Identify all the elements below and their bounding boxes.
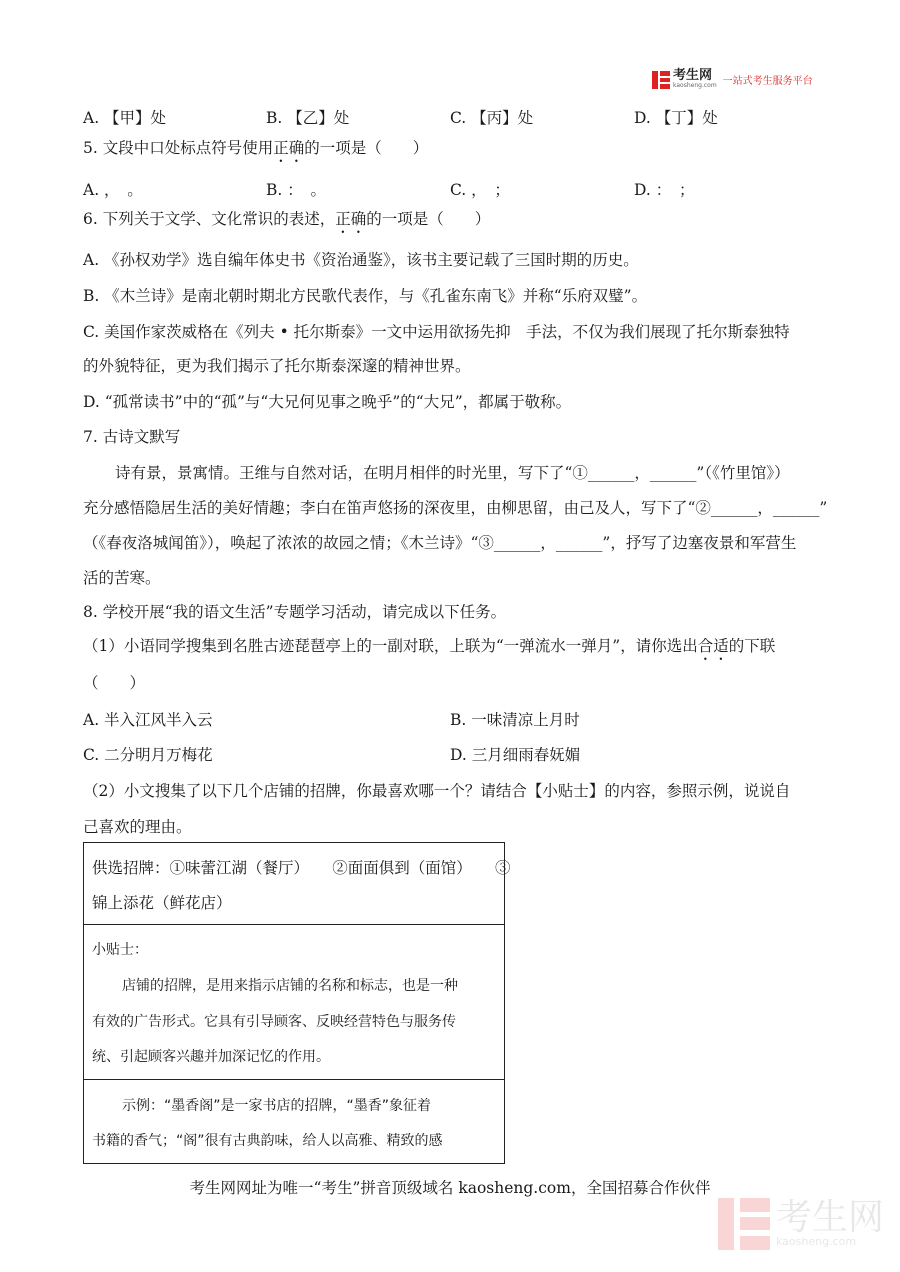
q6-option-d: D. “孤常读书”中的“孤”与“大兄何见事之晚乎”的“大兄”，都属于敬称。	[83, 393, 572, 411]
q5-stem: 5. 文段中口处标点符号使用正确的一项是（ ）	[83, 139, 429, 157]
q5-option-c: C. ， ；	[450, 181, 510, 199]
q8-part1-stem: （1）小语同学搜集到名胜古迹琵琶亭上的一副对联，上联为“一弹流水一弹月”，请你选出合适的下联	[83, 637, 776, 655]
q8-option-a: A. 半入江风半入云	[83, 711, 213, 729]
tips-line1: 店铺的招牌，是用来指示店铺的名称和标志，也是一种	[122, 978, 458, 994]
tips-line3: 统、引起顾客兴趣并加深记忆的作用。	[92, 1049, 330, 1065]
q8-option-c: C. 二分明月万梅花	[83, 746, 213, 764]
q8-option-d: D. 三月细雨春妩媚	[450, 746, 581, 764]
example-cell	[84, 1080, 504, 1164]
signs-line1: 供选招牌：①味蕾江湖（餐厅） ②面面俱到（面馆） ③	[92, 859, 511, 877]
q8-option-b: B. 一味清凉上月时	[450, 711, 580, 729]
tips-line2: 有效的广告形式。它具有引导顾客、反映经营特色与服务传	[92, 1014, 456, 1030]
q8-part2-line2: 己喜欢的理由。	[83, 818, 192, 836]
q5-option-d: D. ： ；	[634, 181, 695, 199]
signs-cell	[84, 843, 511, 925]
watermark-domain: kaosheng.com	[776, 1235, 857, 1248]
q5-option-a: A. ， 。	[83, 181, 143, 199]
q7-line1: 诗有景，景寓情。王维与自然对话，在明月相伴的时光里，写下了“①______，______”（《竹里馆》）	[115, 464, 790, 482]
header-slogan: 一站式考生服务平台	[722, 76, 813, 87]
q7-line2: 充分感悟隐居生活的美好情趣；李白在笛声悠扬的深夜里，由柳思留，由己及人，写下了“②______，______”	[83, 499, 828, 517]
q6-option-c-line1: C. 美国作家茨威格在《列夫 • 托尔斯泰》一文中运用欲扬先抑 手法，不仅为我们展现了托尔斯泰独特	[83, 323, 790, 341]
tips-title: 小贴士：	[92, 942, 148, 958]
example-line1: 示例：“墨香阁”是一家书店的招牌，“墨香”象征着	[122, 1098, 432, 1114]
kaosheng-watermark-icon	[718, 1198, 770, 1250]
q4-option-d: D. 【丁】处	[634, 109, 718, 127]
q4-option-c: C. 【丙】处	[450, 109, 534, 127]
header-brand: 考生网	[673, 68, 713, 83]
q6-option-a: A. 《孙权劝学》选自编年体史书《资治通鉴》，该书主要记载了三国时期的历史。	[83, 251, 639, 269]
watermark	[718, 1198, 884, 1250]
example-line2: 书籍的香气；“阁”很有古典韵味，给人以高雅、精致的感	[92, 1133, 443, 1149]
tips-cell	[84, 925, 504, 1080]
q8-title: 8. 学校开展“我的语文生活”专题学习活动，请完成以下任务。	[83, 603, 507, 621]
signs-line2: 锦上添花（鲜花店）	[92, 894, 232, 912]
q8-part2-line1: （2）小文搜集了以下几个店铺的招牌，你最喜欢哪一个？请结合【小贴士】的内容，参照示例，说说自	[83, 782, 791, 800]
q7-title: 7. 古诗文默写	[83, 428, 181, 446]
q8-part1-paren: （ ）	[83, 674, 146, 692]
q4-option-b: B. 【乙】处	[266, 109, 350, 127]
header-logo	[652, 70, 813, 89]
q5-option-b: B. ： 。	[266, 181, 326, 199]
q4-option-a: A. 【甲】处	[83, 109, 167, 127]
q7-line4: 活的苦寒。	[83, 569, 161, 587]
page-footer: 考生网网址为唯一“考生”拼音顶级域名 kaosheng.com，全国招募合作伙伴	[189, 1179, 711, 1197]
q6-stem: 6. 下列关于文学、文化常识的表述，正确的一项是（ ）	[83, 210, 491, 228]
watermark-brand: 考生网	[776, 1197, 885, 1238]
signboard-box	[83, 842, 511, 1164]
header-domain: kaosheng.com	[673, 82, 717, 89]
kaosheng-logo-icon	[652, 71, 670, 89]
q7-line3: （《春夜洛城闻笛》），唤起了浓浓的故园之情；《木兰诗》“③______，______”，抒写了边塞夜景和军营生	[83, 534, 797, 552]
q6-option-b: B. 《木兰诗》是南北朝时期北方民歌代表作，与《孔雀东南飞》并称“乐府双璧”。	[83, 287, 648, 305]
q6-option-c-line2: 的外貌特征，更为我们揭示了托尔斯泰深邃的精神世界。	[83, 357, 471, 375]
